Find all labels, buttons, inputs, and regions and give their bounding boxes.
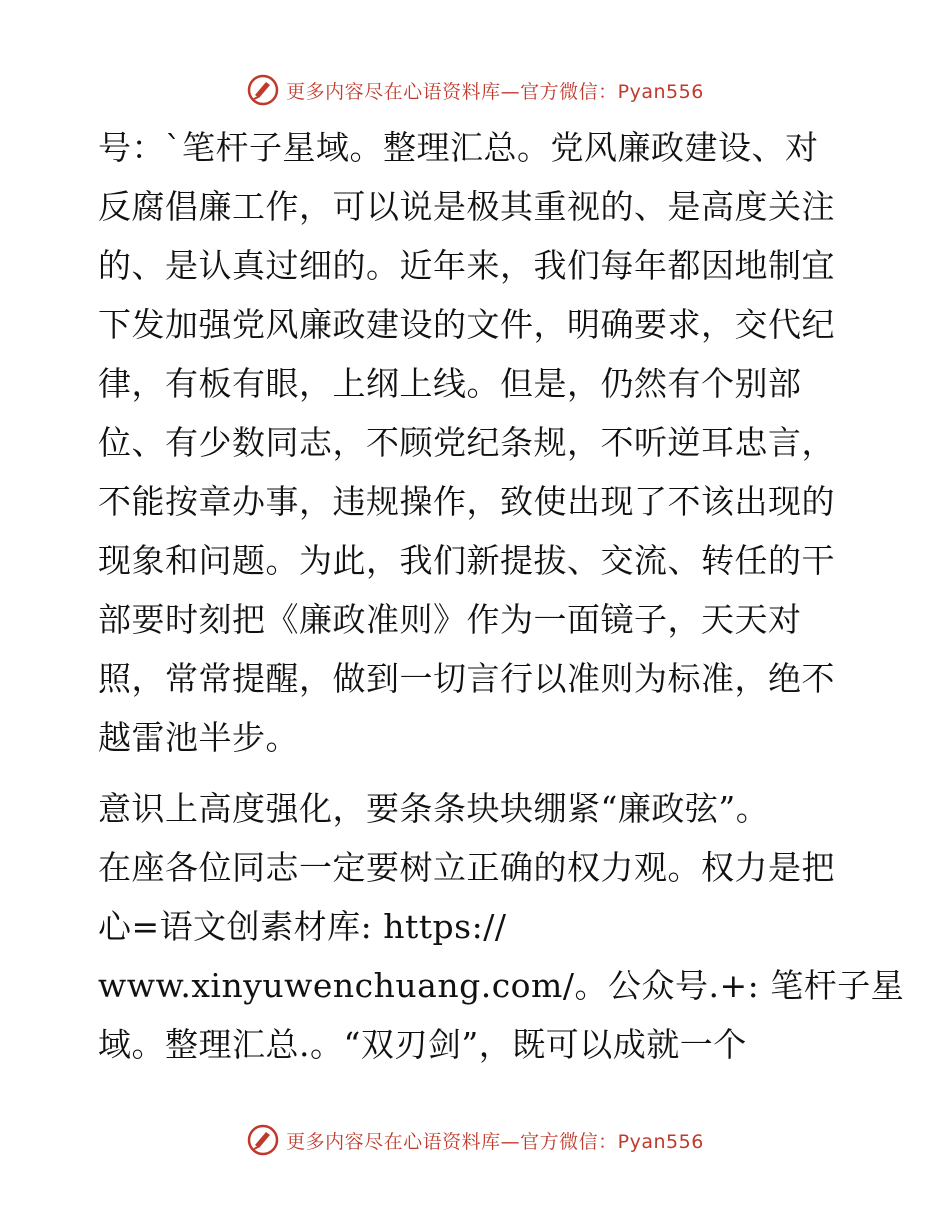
brand-logo-icon (246, 1123, 280, 1157)
text-line: 越雷池半步。 (98, 718, 299, 757)
paragraph-spacer (98, 767, 858, 779)
text-line: 反腐倡廉工作，可以说是极其重视的、是高度关注 (98, 187, 835, 226)
text-line: www.xinyuwenchuang.com/。公众号.+: 笔杆子星 (98, 966, 905, 1005)
text-line: 下发加强党风廉政建设的文件，明确要求，交代纪 (98, 305, 835, 344)
text-line: 现象和问题。为此，我们新提拔、交流、转任的干 (98, 541, 835, 580)
text-line: 心=语文创素材库: https:// (98, 907, 507, 946)
header-banner (0, 70, 950, 110)
text-line: 不能按章办事，违规操作，致使出现了不该出现的 (98, 482, 835, 521)
footer-banner-text: 更多内容尽在心语资料库—官方微信：Pyan556 (286, 1130, 704, 1153)
text-line: 意识上高度强化，要条条块块绷紧“廉政弦”。 (98, 789, 770, 828)
header-banner-text: 更多内容尽在心语资料库—官方微信：Pyan556 (286, 80, 704, 103)
brand-logo-icon (246, 73, 280, 107)
paragraph-2 (98, 779, 905, 1074)
text-line: 照，常常提醒，做到一切言行以准则为标准，绝不 (98, 659, 835, 698)
document-body (98, 118, 905, 1074)
text-line: 号：`笔杆子星域。整理汇总。党风廉政建设、对 (98, 128, 819, 167)
text-line: 的、是认真过细的。近年来，我们每年都因地制宜 (98, 246, 835, 285)
text-line: 位、有少数同志，不顾党纪条规，不听逆耳忠言， (98, 423, 835, 462)
text-line: 域。整理汇总.。“双刃剑”，既可以成就一个 (98, 1025, 747, 1064)
text-line: 部要时刻把《廉政准则》作为一面镜子，天天对 (98, 600, 802, 639)
paragraph-1 (98, 118, 858, 767)
text-line: 律，有板有眼，上纲上线。但是，仍然有个别部 (98, 364, 802, 403)
footer-banner (0, 1120, 950, 1160)
text-line: 在座各位同志一定要树立正确的权力观。权力是把 (98, 848, 835, 887)
